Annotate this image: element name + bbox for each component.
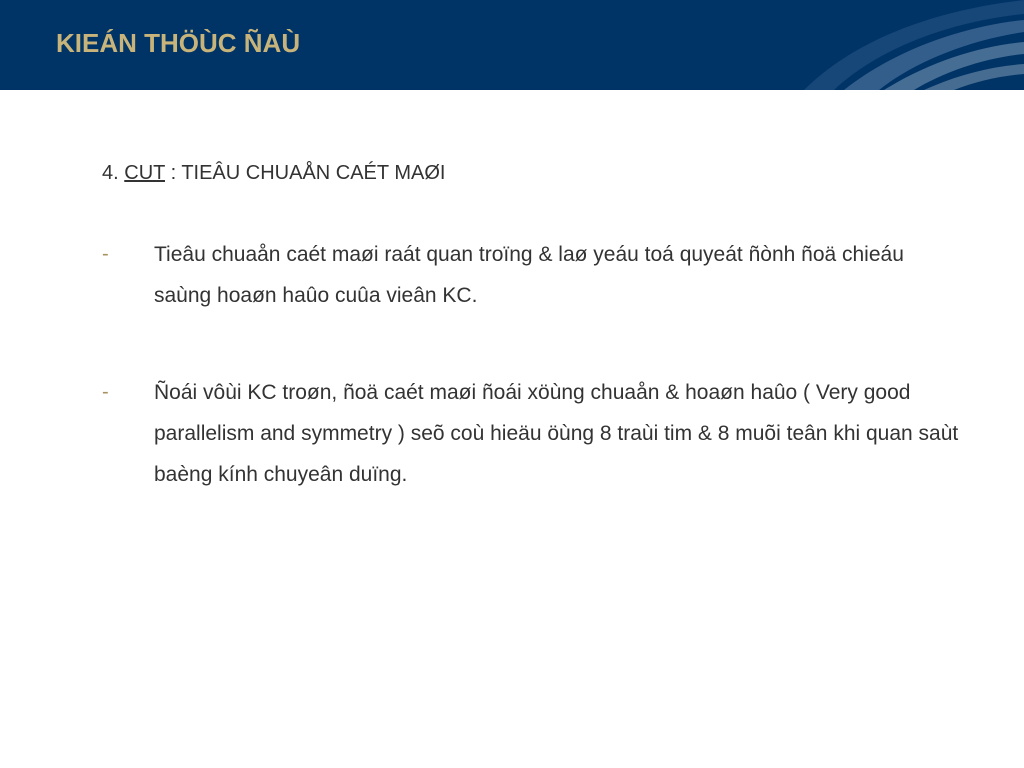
list-item: [102, 234, 962, 316]
section-keyword: CUT: [124, 162, 165, 184]
section-heading-rest: : TIEÂU CHUAÅN CAÉT MAØI: [170, 162, 446, 184]
slide-title: KIEÁN THÖÙC ÑAÙ: [56, 28, 301, 58]
bullet-dash: -: [102, 381, 109, 403]
list-item: [102, 372, 962, 495]
bullet-text: Tieâu chuaån caét maøi raát quan troïng & laø yeáu toá quyeát ñònh ñoä chieáu saùng hoaøn haûo cuûa vieân KC.: [154, 243, 904, 307]
header-swoosh-decoration: [764, 0, 1024, 90]
section-number: 4.: [102, 162, 119, 184]
slide-header-bar: [0, 0, 1024, 90]
slide-body: [102, 156, 962, 551]
section-heading: [102, 156, 962, 190]
bullet-list: [102, 234, 962, 495]
bullet-dash: -: [102, 243, 109, 265]
bullet-text: Ñoái vôùi KC troøn, ñoä caét maøi ñoái xöùng chuaån & hoaøn haûo ( Very good parallelism and symmetry ) seõ coù hieäu öùng 8 traùi tim & 8 muõi teân khi quan saùt baèng kính chuyeân duïng.: [154, 381, 959, 486]
